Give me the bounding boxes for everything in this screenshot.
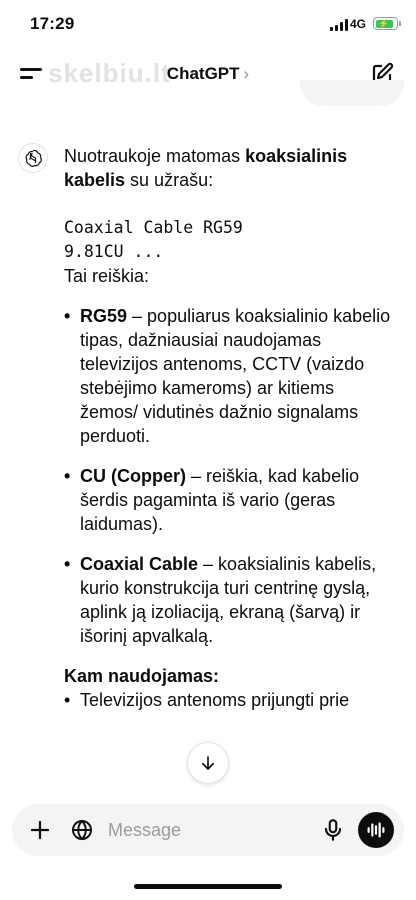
assistant-message	[64, 144, 394, 712]
battery-level	[376, 20, 393, 28]
voice-waveform-icon	[365, 819, 387, 841]
message-composer	[12, 804, 404, 856]
header-title: ChatGPT	[166, 64, 240, 83]
message-intro: Nuotraukoje matomas koaksialinis kabelis su užrašu:	[64, 146, 348, 190]
chevron-right-icon: ›	[243, 64, 250, 83]
list-item: • Televizijos antenoms prijungti prie	[64, 688, 394, 712]
arrow-down-icon	[199, 754, 217, 772]
code-block	[64, 216, 394, 264]
status-time: 17:29	[30, 14, 75, 33]
code-line: 9.81CU ...	[64, 242, 164, 261]
status-bar	[0, 0, 416, 52]
bullet-list	[64, 304, 394, 648]
uses-heading: Kam naudojamas:	[64, 666, 220, 686]
voice-mode-button[interactable]	[358, 812, 394, 848]
content-fade	[0, 786, 416, 806]
watermark: skelbiu.lt	[48, 58, 171, 88]
battery-icon	[373, 17, 398, 30]
microphone-icon[interactable]	[320, 817, 346, 843]
chatgpt-logo-icon	[18, 143, 48, 173]
plus-icon[interactable]	[28, 818, 52, 842]
meaning-label: Tai reiškia:	[64, 266, 150, 286]
list-item: • Coaxial Cable – koaksialinis kabelis, kurio konstrukcija turi centrinę gyslą, aplink ją izoliaciją, ekraną (šarvą) ir išorinį apvalkalą.	[64, 552, 394, 648]
network-type: 4G	[350, 17, 367, 31]
code-line: Coaxial Cable RG59	[64, 218, 243, 237]
scroll-down-button[interactable]	[187, 742, 229, 784]
message-input[interactable]	[108, 816, 308, 844]
charging-bolt-icon: ⚡	[378, 18, 390, 28]
intro-bold: koaksialinis kabelis	[64, 146, 348, 190]
previous-user-message-bubble	[300, 80, 404, 106]
globe-icon[interactable]	[70, 818, 94, 842]
cellular-signal-icon	[330, 19, 348, 31]
home-indicator[interactable]	[134, 884, 282, 889]
list-item: • CU (Copper) – reiškia, kad kabelio šerdis pagaminta iš vario (geras laidumas).	[64, 464, 394, 536]
list-item: • RG59 – populiarus koaksialinio kabelio tipas, dažniausiai naudojamas televizijos antenoms, CCTV (vaizdo stebėjimo kameroms) ar kitiems žemos/ vidutinės dažnio signalams perduoti.	[64, 304, 394, 448]
